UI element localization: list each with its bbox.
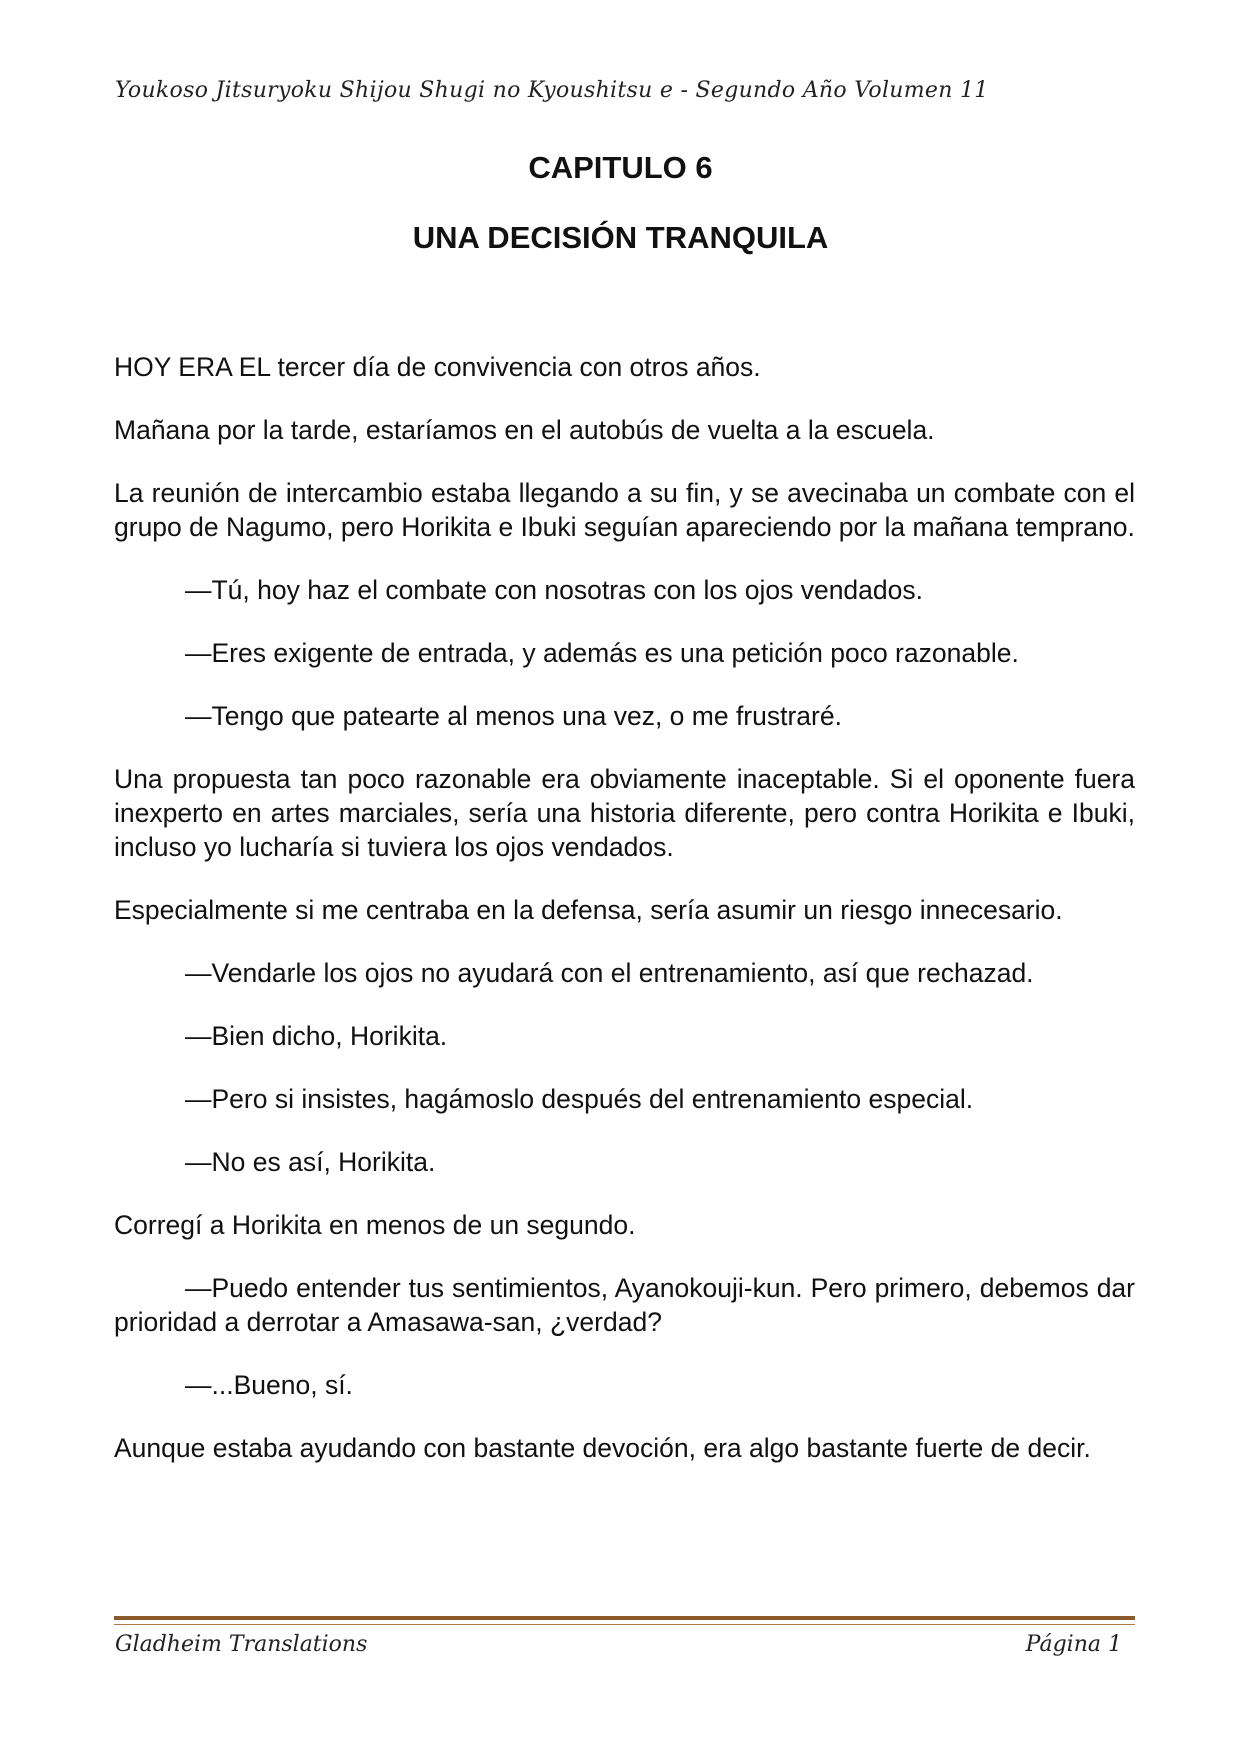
chapter-title: UNA DECISIÓN TRANQUILA — [412, 220, 829, 255]
paragraph-dialogue: —Tú, hoy haz el combate con nosotras con los ojos vendados. — [185, 575, 924, 605]
paragraph-narration: Aunque estaba ayudando con bastante devoción, era algo bastante fuerte de decir. — [114, 1433, 1091, 1463]
paragraph-dialogue: —Tengo que patearte al menos una vez, o me frustraré. — [185, 701, 842, 731]
paragraph-narration: Una propuesta tan poco razonable era obviamente inaceptable. Si el oponente fuera inexperto en artes marciales, sería una historia diferente, pero contra Horikita e Ibuki, incluso yo lucharía si tuviera los ojos vendados. — [114, 764, 1135, 862]
footer-page-number: Página 1 — [1025, 1632, 1122, 1657]
chapter-body — [114, 350, 1135, 1494]
paragraph-dialogue: —Bien dicho, Horikita. — [185, 1021, 448, 1051]
footer-translator: Gladheim Translations — [115, 1632, 368, 1657]
paragraph-dialogue: —Pero si insistes, hagámoslo después del entrenamiento especial. — [185, 1084, 974, 1114]
paragraph-narration: Corregí a Horikita en menos de un segundo. — [114, 1210, 636, 1240]
paragraph-dialogue: —Puedo entender tus sentimientos, Ayanokouji-kun. Pero primero, debemos dar prioridad a derrotar a Amasawa-san, ¿verdad? — [114, 1273, 1135, 1337]
paragraph-dialogue: —Eres exigente de entrada, y además es una petición poco razonable. — [185, 638, 1019, 668]
running-header: Youkoso Jitsuryoku Shijou Shugi no Kyoushitsu e - Segundo Año Volumen 11 — [115, 78, 989, 103]
paragraph-narration: Especialmente si me centraba en la defensa, sería asumir un riesgo innecesario. — [114, 895, 1063, 925]
paragraph-narration: HOY ERA EL tercer día de convivencia con otros años. — [114, 352, 761, 382]
footer-divider — [114, 1616, 1135, 1625]
paragraph-dialogue: —...Bueno, sí. — [185, 1370, 353, 1400]
paragraph-dialogue: —Vendarle los ojos no ayudará con el entrenamiento, así que rechazad. — [185, 958, 1034, 988]
paragraph-narration: La reunión de intercambio estaba llegando a su fin, y se avecinaba un combate con el grupo de Nagumo, pero Horikita e Ibuki seguían apareciendo por la mañana temprano. — [114, 478, 1135, 542]
chapter-number: CAPITULO 6 — [528, 150, 713, 185]
paragraph-dialogue: —No es así, Horikita. — [185, 1147, 436, 1177]
paragraph-narration: Mañana por la tarde, estaríamos en el autobús de vuelta a la escuela. — [114, 415, 935, 445]
